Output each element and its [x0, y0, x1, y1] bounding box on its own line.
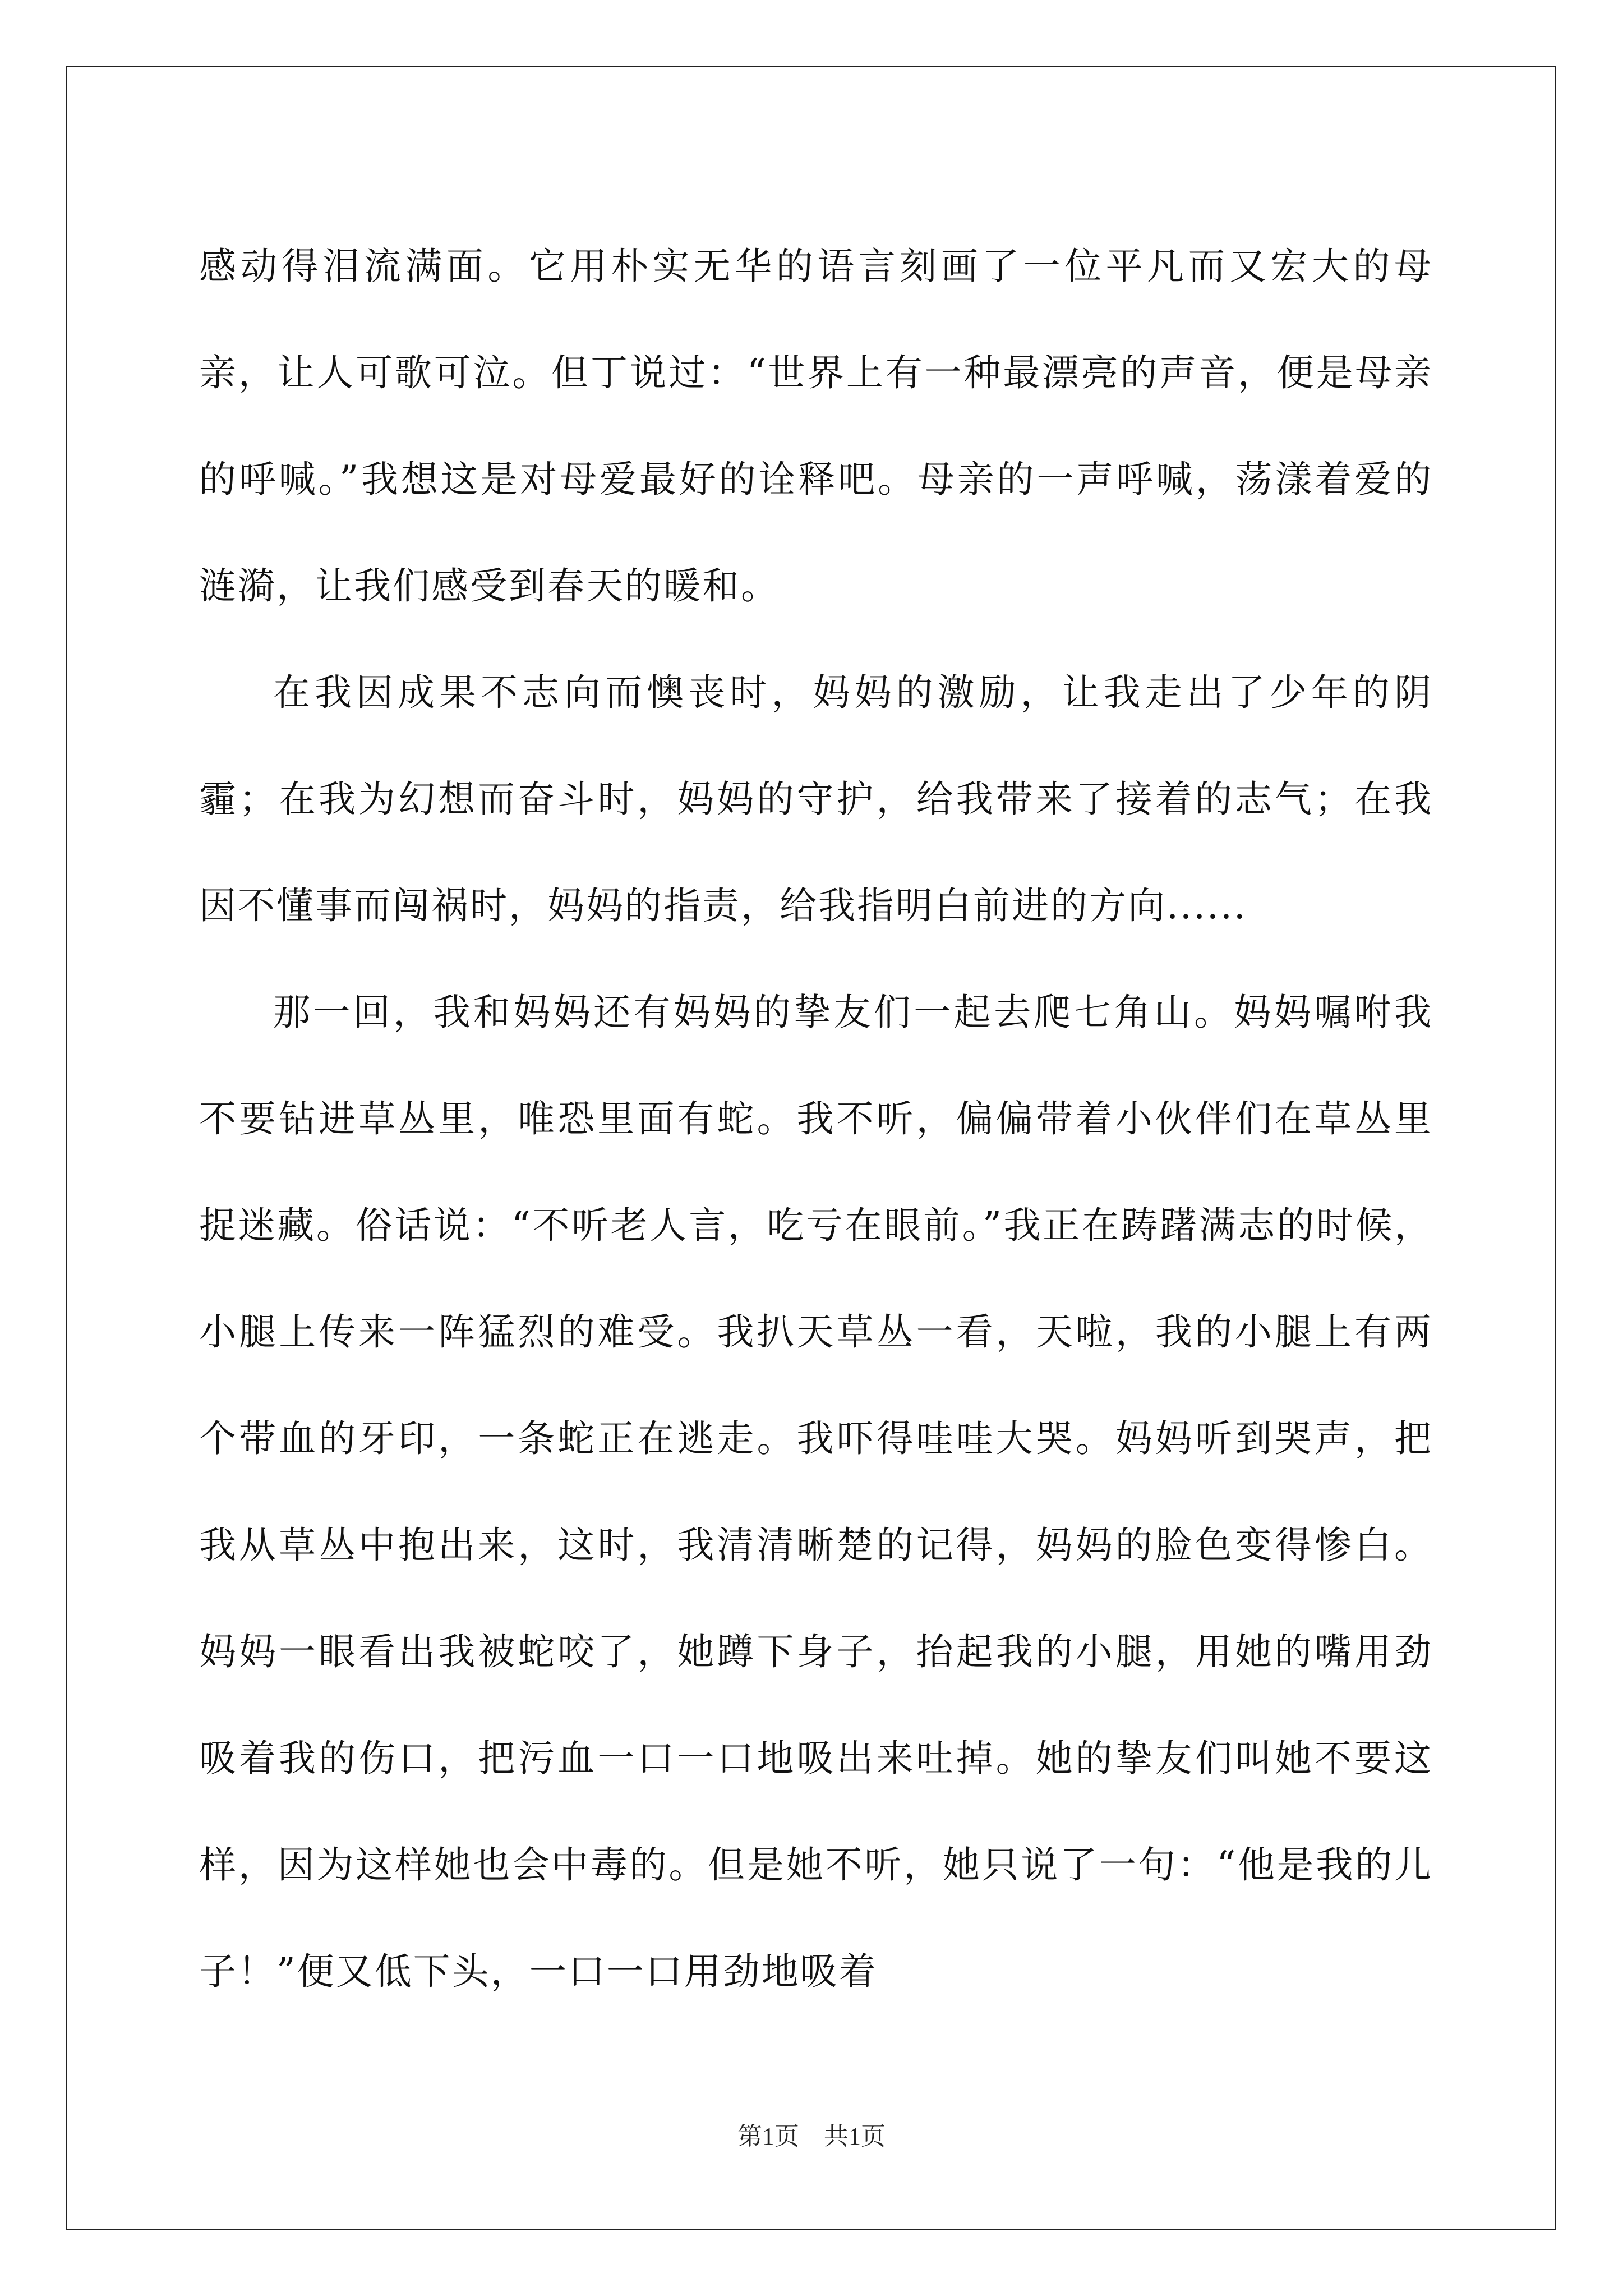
paragraph-2: 在我因成果不志向而懊丧时，妈妈的激励，让我走出了少年的阴霾；在我为幻想而奋斗时，妈妈的守护，给我带来了接着的志气；在我因不懂事而闯祸时，妈妈的指责，给我指明白前进的方向......	[199, 671, 1433, 927]
paragraph-1: 感动得泪流满面。它用朴实无华的语言刻画了一位平凡而又宏大的母亲，让人可歌可泣。但丁说过：“世界上有一种最漂亮的声音，便是母亲的呼喊。”我想这是对母爱最好的诠释吧。母亲的一声呼喊，荡漾着爱的涟漪，让我们感受到春天的暖和。	[199, 245, 1433, 608]
page-footer: 第1页 共1页	[737, 2123, 886, 2150]
document-body	[199, 213, 1433, 2025]
paragraph-3: 那一回，我和妈妈还有妈妈的挚友们一起去爬七角山。妈妈嘱咐我不要钻进草丛里，唯恐里面有蛇。我不听，偏偏带着小伙伴们在草丛里捉迷藏。俗话说：“不听老人言，吃亏在眼前。”我正在踌躇满志的时候，小腿上传来一阵猛烈的难受。我扒天草丛一看，天啦，我的小腿上有两个带血的牙印，一条蛇正在逃走。我吓得哇哇大哭。妈妈听到哭声，把我从草丛中抱出来，这时，我清清晰楚的记得，妈妈的脸色变得惨白。妈妈一眼看出我被蛇咬了，她蹲下身子，抬起我的小腿，用她的嘴用劲吸着我的伤口，把污血一口一口地吸出来吐掉。她的挚友们叫她不要这样，因为这样她也会中毒的。但是她不听，她只说了一句：“他是我的儿子！”便又低下头，一口一口用劲地吸着	[199, 991, 1433, 1993]
